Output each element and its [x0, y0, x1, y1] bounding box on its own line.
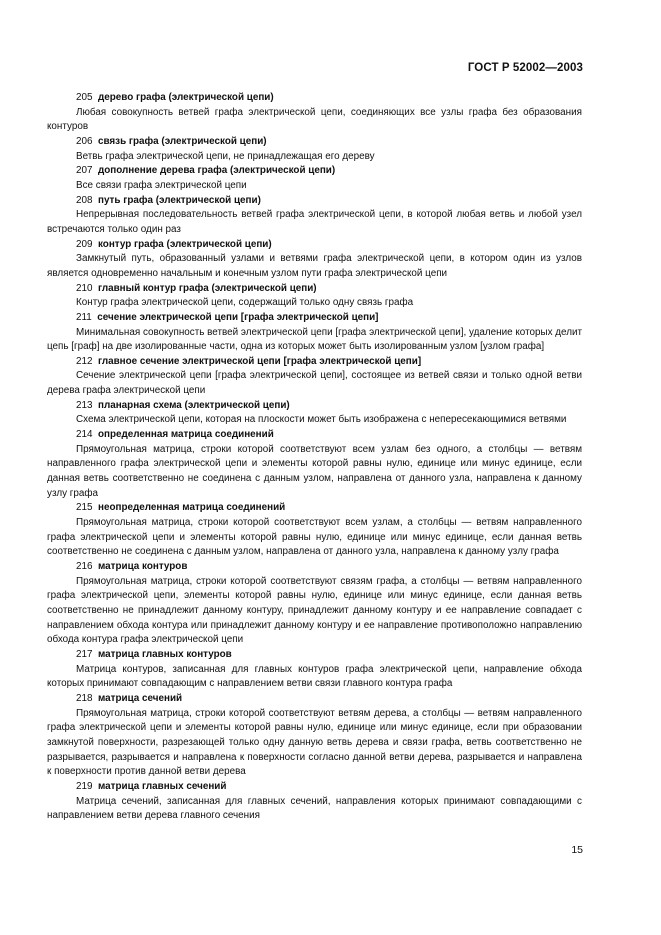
term-number: 205 — [76, 92, 93, 103]
term-number: 216 — [76, 561, 93, 572]
term-entry — [47, 501, 582, 560]
term-number: 206 — [76, 135, 93, 147]
term-heading — [47, 399, 582, 414]
term-title: определенная матрица соединений — [97, 429, 274, 441]
term-entry — [47, 780, 582, 824]
term-number: 208 — [76, 194, 93, 206]
term-title: планарная схема (электрической цепи) — [97, 399, 290, 411]
term-number: 212 — [76, 355, 93, 367]
term-heading — [47, 238, 582, 253]
term-definition: Прямоугольная матрица, строки которой соответствуют всем узлам, а столбцы — ветвям направленного графа электрической цепи и элементы которой равны нулю, единице или минус единице, если данная ветвь соответственно не соединена с данным узлом, направлена от данного узла, направлена к данному узлу графа — [47, 517, 582, 558]
term-number: 213 — [76, 399, 93, 411]
term-number: 215 — [76, 502, 93, 514]
term-definition: Непрерывная последовательность ветвей графа электрической цепи, в которой любая ветвь и любой узел встречаются только один раз — [47, 209, 582, 235]
term-entry — [47, 164, 582, 193]
term-number: 207 — [76, 165, 93, 177]
term-title: матрица главных сечений — [97, 780, 227, 792]
term-definition: Прямоугольная матрица, строки которой соответствуют связям графа, а столбцы — ветвям направленного графа электрической цепи, элементы которой равны нулю, единице или минус единице, если данная ветвь соответственно не принадлежит данному контуру, принадлежит данному контуру и ее направление совпадает с направлением обхода контура или принадлежит данному контуру и ее направление противоположно направлению обхода контура графа электрической цепи — [47, 575, 582, 646]
term-title: дополнение дерева графа (электрической цепи) — [97, 165, 336, 177]
page-number: 15 — [571, 844, 583, 856]
term-heading — [47, 428, 582, 443]
term-definition: Минимальная совокупность ветвей электрической цепи [графа электрической цепи], удаление которых делит цепь [граф] на две изолированные части, одна из которых может быть изолированным узлом [узлом графа] — [47, 326, 582, 353]
term-title: матрица контуров — [97, 561, 188, 572]
term-number: 219 — [76, 780, 93, 792]
term-heading — [47, 311, 582, 326]
term-definition: Сечение электрической цепи [графа электрической цепи], состоящее из ветвей связи и только одной ветви дерева графа электрической цепи — [47, 370, 582, 397]
term-definition: Прямоугольная матрица, строки которой соответствуют всем узлам без одного, а столбцы — ветвям направленного графа электрической цепи и элементы которой равны нулю, единице или минус единице, если данная ветвь соответственно не соединена с данным узлом, направлена от данного узла, направлена к данному узлу графа — [47, 443, 582, 499]
term-title: дерево графа (электрической цепи) — [97, 92, 274, 103]
term-entry — [47, 194, 582, 238]
term-definition: Любая совокупность ветвей графа электрической цепи, соединяющих все узлы графа без образования контуров — [47, 106, 582, 133]
terms-list — [47, 91, 582, 824]
term-definition: Контур графа электрической цепи, содержащий только одну связь графа — [76, 297, 414, 309]
term-definition: Все связи графа электрической цепи — [76, 179, 247, 191]
term-definition: Замкнутый путь, образованный узлами и ветвями графа электрической цепи, в котором один из узлов является одновременно начальным и конечным узлом пути графа электрической цепи — [47, 253, 582, 279]
term-heading — [47, 780, 582, 795]
term-entry — [47, 282, 582, 311]
term-number: 209 — [76, 238, 93, 250]
term-title: матрица главных контуров — [97, 648, 232, 660]
term-entry — [47, 428, 582, 501]
term-entry — [47, 238, 582, 282]
term-entry — [47, 311, 582, 355]
term-heading — [47, 501, 582, 516]
term-heading — [47, 648, 582, 663]
term-heading — [47, 194, 582, 209]
term-number: 218 — [76, 692, 93, 704]
term-heading — [47, 91, 582, 106]
term-entry — [47, 91, 582, 135]
term-title: путь графа (электрической цепи) — [97, 194, 261, 206]
term-title: контур графа (электрической цепи) — [97, 238, 272, 250]
term-heading — [47, 355, 582, 370]
term-heading — [47, 164, 582, 179]
term-heading — [47, 135, 582, 150]
term-entry — [47, 399, 582, 428]
term-definition: Матрица контуров, записанная для главных контуров графа электрической цепи, направление обхода которых принимают совпадающим с направлением ветви связи главного контура графа — [47, 663, 582, 690]
term-entry — [47, 648, 582, 692]
term-heading — [47, 282, 582, 297]
term-number: 214 — [76, 429, 93, 441]
term-definition: Матрица сечений, записанная для главных сечений, направления которых принимают совпадающими с направлением ветви дерева главного сечения — [47, 795, 582, 822]
term-entry — [47, 135, 582, 164]
term-title: сечение электрической цепи [графа электрической цепи] — [97, 311, 379, 323]
document-code: ГОСТ Р 52002—2003 — [467, 62, 583, 74]
term-number: 211 — [76, 311, 92, 323]
term-entry — [47, 692, 582, 780]
term-definition: Ветвь графа электрической цепи, не принадлежащая его дереву — [76, 150, 375, 162]
term-title: главное сечение электрической цепи [графа электрической цепи] — [97, 355, 422, 367]
term-title: матрица сечений — [97, 692, 183, 704]
term-definition: Схема электрической цепи, которая на плоскости может быть изображена с непересекающимися ветвями — [76, 414, 567, 426]
term-heading — [47, 560, 582, 575]
term-definition: Прямоугольная матрица, строки которой соответствуют ветвям дерева, а столбцы — ветвям направленного графа электрической цепи и элементы которой равны нулю, единице или минус единице, если при образовании замкнутой поверхности, разрезающей только одну данную ветвь дерева и связи графа, ветвь соответственно не разрывается, разрывается и направлена к поверхности согласно данной ветви дерева, разрывается и направлена к поверхности против данной ветви дерева — [47, 707, 582, 778]
term-entry — [47, 560, 582, 648]
term-title: главный контур графа (электрической цепи) — [97, 282, 317, 294]
term-title: связь графа (электрической цепи) — [97, 135, 267, 147]
term-number: 210 — [76, 282, 93, 294]
term-number: 217 — [76, 648, 93, 660]
term-title: неопределенная матрица соединений — [97, 502, 286, 514]
term-heading — [47, 692, 582, 707]
term-entry — [47, 355, 582, 399]
